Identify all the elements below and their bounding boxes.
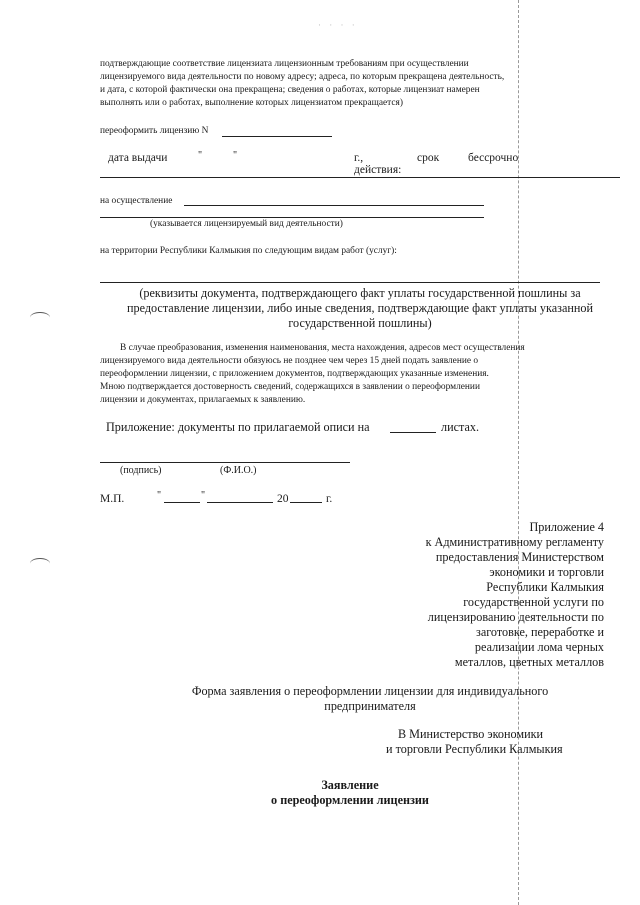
paragraph-line: и дата, с которой фактически она прекращена; сведения о работах, которые лицензиат намерен	[100, 85, 480, 95]
stamp-year-field[interactable]	[290, 502, 322, 503]
form-title: Форма заявления о переоформлении лицензии для индивидуального	[191, 684, 549, 698]
stamp-month-field[interactable]	[207, 502, 273, 503]
stamp-year-suffix: г.	[326, 493, 333, 505]
signature-field[interactable]	[100, 462, 350, 463]
year-suffix: г.,	[354, 152, 364, 164]
issue-date-field[interactable]	[100, 177, 620, 178]
addressee-line: и торговли Республики Калмыкия	[386, 742, 563, 756]
stamp-label: М.П.	[100, 493, 125, 505]
term-label: срок	[417, 152, 440, 164]
fio-hint: (Ф.И.О.)	[220, 465, 257, 476]
fee-hint-line: государственной пошлины)	[288, 316, 432, 330]
stamp-day-field[interactable]	[164, 502, 200, 503]
punch-hole-mark	[30, 312, 50, 323]
form-title: предпринимателя	[324, 699, 416, 713]
attachment-pages-field[interactable]	[390, 432, 436, 433]
territory-works-field[interactable]	[100, 282, 600, 283]
obligation-line: Мною подтверждается достоверность сведений, содержащихся в заявлении о переоформлении	[100, 382, 480, 392]
fee-hint-line: предоставление лицензии, либо иные сведения, подтверждающие факт уплаты указанной	[126, 301, 594, 315]
statement-subtitle: о переоформлении лицензии	[271, 793, 429, 807]
attachment-label: Приложение: документы по прилагаемой описи на	[106, 420, 370, 434]
appendix-line: лицензированию деятельности по	[427, 610, 604, 624]
scan-fold-line	[518, 0, 519, 905]
term-action-label: действия:	[354, 164, 402, 176]
stamp-year-prefix: 20	[277, 493, 289, 505]
quote-mark: "	[201, 490, 206, 501]
obligation-line: В случае преобразования, изменения наименования, места нахождения, адресов мест осуществления	[120, 343, 525, 353]
activity-field[interactable]	[184, 205, 484, 206]
fee-hint-line: (реквизиты документа, подтверждающего факт уплаты государственной пошлины за	[139, 286, 581, 300]
appendix-line: реализации лома черных	[474, 640, 604, 654]
attachment-suffix: листах.	[441, 420, 480, 434]
paragraph-line: подтверждающие соответствие лицензиата лицензионным требованиям при осуществлении	[100, 59, 469, 69]
appendix-line: государственной услуги по	[463, 595, 604, 609]
appendix-line: металлов, цветных металлов	[454, 655, 604, 669]
paragraph-line: лицензируемого вида деятельности по новому адресу; адреса, по которым прекращена деятельность,	[100, 72, 505, 82]
punch-hole-mark	[30, 558, 50, 569]
appendix-line: предоставления Министерством	[435, 550, 604, 564]
scan-noise: · · · ·	[318, 20, 358, 30]
activity-label: на осуществление	[100, 196, 173, 206]
appendix-line: экономики и торговли	[489, 565, 604, 579]
issue-date-label: дата выдачи	[108, 152, 168, 164]
quote-mark: "	[233, 150, 238, 161]
territory-label: на территории Республики Калмыкия по следующим видам работ (услуг):	[100, 246, 397, 256]
appendix-line: Приложение 4	[529, 520, 604, 534]
term-value: бессрочно	[468, 152, 519, 164]
appendix-line: Республики Калмыкия	[486, 580, 604, 594]
license-number-field[interactable]	[222, 136, 332, 137]
signature-hint: (подпись)	[120, 465, 162, 476]
activity-hint: (указывается лицензируемый вид деятельности)	[150, 219, 343, 229]
paragraph-line: выполнять или о работах, выполнение которых лицензиатом прекращается)	[100, 98, 403, 108]
obligation-line: переоформлении лицензии, с приложением документов, подтверждающих указанные изменения.	[100, 369, 489, 379]
activity-field-continued[interactable]	[100, 217, 484, 218]
addressee-line: В Министерство экономики	[398, 727, 544, 741]
obligation-line: лицензируемого вида деятельности обязуюсь не позднее чем через 15 дней подать заявление о	[100, 356, 479, 366]
quote-mark: "	[198, 150, 203, 161]
obligation-line: лицензии и документах, прилагаемых к заявлению.	[100, 395, 306, 405]
reissue-label: переоформить лицензию N	[100, 126, 209, 136]
quote-mark: "	[157, 490, 162, 501]
appendix-line: заготовке, переработке и	[476, 625, 604, 639]
appendix-line: к Административному регламенту	[425, 535, 604, 549]
statement-title: Заявление	[321, 778, 379, 792]
